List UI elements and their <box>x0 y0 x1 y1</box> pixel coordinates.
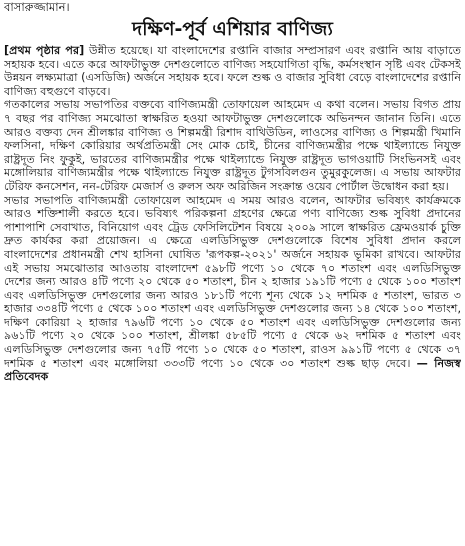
previous-article-tail: বাসারুজ্জামান। <box>4 0 70 14</box>
article-headline: দক্ষিণ-পূর্ব এশিয়ার বাণিজ্য <box>132 18 333 40</box>
paragraph-2: গতকালের সভায় সভাপতির বক্তব্যে বাণিজ্যমন্ত্রী তোফায়েল আহমেদ এ কথা বলেন। সভায় বিগত প্রায় ৭ বছর পর বাণিজ্য সমঝোতা স্বাক্ষরিত হওয়া আফটাভুক্ত দেশগুলোকে অভিনন্দন জানান তিনি। এতে আরও বক্তব্য দেন শ্রীলঙ্কার বাণিজ্য ও শিল্পমন্ত্রী রিশাদ বাথিউডিন, লাওসের বাণিজ্য ও শিল্পমন্ত্রী খিমানি ফলসিনা, দক্ষিণ কোরিয়ার অর্থপ্রতিমন্ত্রী সেং মোক চোই, চীনের বাণিজ্যমন্ত্রীর পক্ষে থাইল্যান্ডে নিযুক্ত রাষ্ট্রদূত নিং ফুকুই, ভারতের বাণিজ্যমন্ত্রীর পক্ষে থাইল্যান্ডে নিযুক্ত রাষ্ট্রদূত ভাগওয়াটি সিংভিনসই এবং মঙ্গোলিয়ার বাণিজ্যমন্ত্রীর পক্ষে থাইল্যান্ডে নিযুক্ত রাষ্ট্রদূত টুগসবিলগুন তুমুরকুলেজ। এ সভায় আফটার টেরিফ কনসেশন, নন-টেরিফ মেজার্স ও রুলস অফ অরিজিন সংক্রান্ত ওয়েব পোর্টাল উদ্বোধন করা হয়। <box>4 98 461 193</box>
paragraph-3 <box>4 194 461 384</box>
paragraph-1-text: উন্নীত হয়েছে। যা বাংলাদেশের রপ্তানি বাজার সম্প্রসারণ এবং রপ্তানি আয় বাড়াতে সহায়ক হবে। এতে করে আফটাভুক্ত দেশগুলোতে বাণিজ্য সহযোগিতা বৃদ্ধি, কর্মসংস্থান সৃষ্টি এবং টেকসই উন্নয়ন লক্ষ্যমাত্রা (এসডিজি) অর্জনে সহায়ক হবে। ফলে শুল্ক ও বাজার সুবিধা বেড়ে বাংলাদেশের রপ্তানি বাণিজ্য বহুগুণে বাড়বে। <box>4 44 461 98</box>
byline: — নিজস্ব প্রতিবেদক <box>4 356 461 384</box>
paragraph-1 <box>4 44 461 98</box>
continued-from-label: [প্রথম পৃষ্ঠার পর] <box>4 44 85 57</box>
article-body <box>4 44 461 384</box>
paragraph-3-text: সভার সভাপতি বাণিজ্যমন্ত্রী তোফায়েল আহমেদ এ সময় আরও বলেন, আফটার ভবিষ্যৎ কার্যক্রমকে আরও শক্তিশালী করতে হবে। ভবিষ্যৎ পরিকল্পনা গ্রহণের ক্ষেত্রে পণ্য বাণিজ্যে শুল্ক সুবিধা প্রদানের পাশাপাশি সেবাখাত, বিনিয়োগ এবং ট্রেড ফেসিলিটেশন বিষয়ে ২০০৯ সালে স্বাক্ষরিত ফ্রেমওয়ার্ক চুক্তি দ্রুত কার্যকর করা প্রয়োজন। এ ক্ষেত্রে এলডিসিভুক্ত দেশগুলোকে বিশেষ সুবিধা প্রদান করলে বাংলাদেশের প্রধানমন্ত্রী শেখ হাসিনা ঘোষিত 'রূপকল্প-২০২১' অর্জনে সহায়ক ভূমিকা রাখবে। আফটার এই সভায় সমঝোতার আওতায় বাংলাদেশ ৫৯৮টি পণ্যে ১০ থেকে ৭০ শতাংশ এবং এলডিসিভুক্ত দেশের জন্য আরও ৪টি পণ্যে ২০ থেকে ৫০ শতাংশ, চীন ২ হাজার ১৯১টি পণ্যে ৫ থেকে ১০০ শতাংশ এবং এলডিসিভুক্ত দেশগুলোর জন্য আরও ১৮১টি পণ্যে শূন্য থেকে ১২ দশমিক ৫ শতাংশ, ভারত ৩ হাজার ৩৩৪টি পণ্যে ৫ থেকে ১০০ শতাংশ এবং এলডিসিভুক্ত দেশগুলোর জন্য ১৪ থেকে ১০০ শতাংশ, দক্ষিণ কোরিয়া ২ হাজার ৭৯৬টি পণ্যে ১০ থেকে ৫০ শতাংশ এবং এলডিসিভুক্ত দেশগুলোর জন্য ৯৬১টি পণ্যে ২০ থেকে ১০০ শতাংশ, শ্রীলঙ্কা ৫৮৫টি পণ্যে ৫ থেকে ৬২ দশমিক ৫ শতাংশ এবং এলডিসিভুক্ত দেশগুলোর জন্য ৭৫টি পণ্যে ১০ থেকে ৫০ শতাংশ, রাওস ৯৯১টি পণ্যে ৫ থেকে ৩৭ দশমিক ৫ শতাংশ এবং মঙ্গোলিয়া ৩৩৩টি পণ্যে ১০ থেকে ৩০ শতাংশ শুল্ক ছাড় দেবে। <box>4 193 461 370</box>
